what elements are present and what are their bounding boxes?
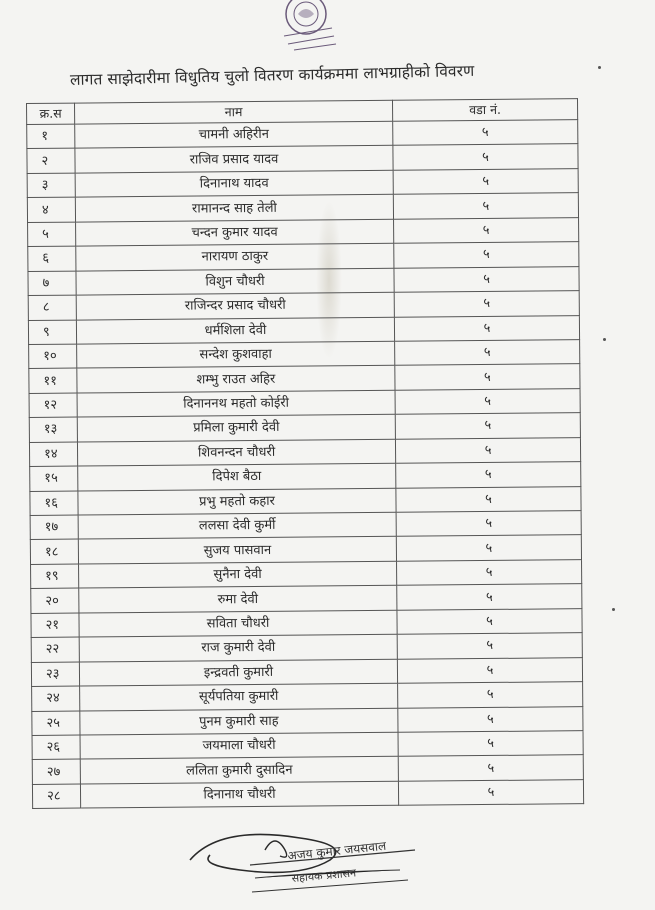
row-serial: ६ — [28, 246, 76, 271]
row-serial: १२ — [29, 393, 77, 418]
row-serial: ३ — [27, 173, 75, 198]
row-serial: २८ — [32, 784, 80, 809]
paper-mark — [603, 338, 606, 341]
header-ward: वडा नं. — [392, 99, 577, 122]
row-name: धर्मशिला देवी — [76, 317, 394, 344]
row-name: पुनम कुमारी साह — [80, 708, 398, 735]
row-ward: ५ — [395, 437, 580, 463]
row-name: चन्दन कुमार यादव — [76, 219, 394, 246]
row-name: विशुन चौधरी — [76, 268, 394, 295]
row-ward: ५ — [396, 511, 581, 537]
row-ward: ५ — [396, 535, 581, 561]
row-name: जयमाला चौधरी — [80, 732, 398, 759]
office-seal-stamp — [276, 0, 340, 52]
row-ward: ५ — [395, 364, 580, 390]
row-ward: ५ — [393, 169, 578, 195]
row-name: रामानन्द साह तेली — [75, 195, 393, 222]
row-name: शम्भु राउत अहिर — [77, 366, 395, 393]
row-serial: १९ — [31, 564, 79, 589]
row-name: रुमा देवी — [79, 586, 397, 613]
row-name: प्रमिला कुमारी देवी — [77, 415, 395, 442]
table-row — [32, 779, 583, 808]
row-serial: २७ — [32, 759, 80, 784]
row-ward: ५ — [395, 388, 580, 414]
signature-name: अजय कुमार जयसवाल — [286, 838, 387, 863]
row-name: ललसा देवी कुर्मी — [78, 512, 396, 539]
row-ward: ५ — [394, 315, 579, 341]
row-serial: ४ — [27, 197, 75, 222]
row-ward: ५ — [397, 633, 582, 659]
row-name: दिपेश बैठा — [78, 463, 396, 490]
row-serial: ११ — [29, 368, 77, 393]
row-serial: ८ — [28, 295, 76, 320]
row-serial: २५ — [32, 711, 80, 736]
row-name: राजिन्दर प्रसाद चौधरी — [76, 292, 394, 319]
row-name: ललिता कुमारी दुसादिन — [80, 757, 398, 784]
row-name: सविता चौधरी — [79, 610, 397, 637]
row-ward: ५ — [397, 584, 582, 610]
beneficiary-table-container — [26, 98, 583, 809]
row-ward: ५ — [394, 291, 579, 317]
row-serial: २३ — [31, 662, 79, 687]
row-ward: ५ — [397, 657, 582, 683]
row-name: दिनानाथ यादव — [75, 170, 393, 197]
row-serial: १० — [29, 344, 77, 369]
row-name: दिनाननथ महतो कोईरी — [77, 390, 395, 417]
row-ward: ५ — [393, 120, 578, 146]
row-name: इन्द्रवती कुमारी — [79, 659, 397, 686]
row-ward: ५ — [397, 560, 582, 586]
row-serial: १४ — [29, 442, 77, 467]
row-serial: १ — [27, 124, 75, 149]
row-ward: ५ — [394, 242, 579, 268]
row-name: दिनानाथ चौधरी — [80, 781, 398, 808]
row-name: सुनैना देवी — [79, 561, 397, 588]
row-serial: १६ — [30, 491, 78, 516]
row-serial: १५ — [30, 466, 78, 491]
row-ward: ५ — [398, 706, 583, 732]
row-name: सन्देश कुशवाहा — [77, 341, 395, 368]
paper-mark — [598, 66, 601, 69]
row-serial: २० — [31, 588, 79, 613]
row-serial: २२ — [31, 637, 79, 662]
signature-role: सहायक प्रशासन — [291, 866, 357, 885]
row-serial: २४ — [32, 686, 80, 711]
header-serial: क्र.स — [27, 103, 75, 124]
row-ward: ५ — [394, 217, 579, 243]
row-ward: ५ — [396, 462, 581, 488]
handwritten-signature — [180, 820, 420, 910]
document-title: लागत साझेदारीमा विधुतिय चुलो वितरण कार्यक्रममा लाभग्राहीको विवरण — [69, 61, 475, 89]
row-ward: ५ — [398, 755, 583, 781]
row-ward: ५ — [398, 779, 583, 805]
row-name: शिवनन्दन चौधरी — [77, 439, 395, 466]
row-ward: ५ — [395, 413, 580, 439]
row-serial: ७ — [28, 271, 76, 296]
row-name: राजिव प्रसाद यादव — [75, 146, 393, 173]
row-name: सुजय पासवान — [78, 537, 396, 564]
beneficiary-table — [26, 98, 584, 809]
row-ward: ५ — [394, 266, 579, 292]
row-name: प्रभु महतो कहार — [78, 488, 396, 515]
row-name: नारायण ठाकुर — [76, 243, 394, 270]
row-ward: ५ — [398, 682, 583, 708]
row-ward: ५ — [398, 731, 583, 757]
row-serial: १८ — [30, 539, 78, 564]
row-ward: ५ — [396, 486, 581, 512]
header-name: नाम — [75, 100, 393, 124]
row-serial: २१ — [31, 613, 79, 638]
row-ward: ५ — [397, 608, 582, 634]
row-ward: ५ — [393, 144, 578, 170]
row-name: सूर्यपतिया कुमारी — [80, 683, 398, 710]
row-name: राज कुमारी देवी — [79, 634, 397, 661]
row-serial: ९ — [28, 320, 76, 345]
row-ward: ५ — [395, 340, 580, 366]
row-name: चामनी अहिरीन — [75, 121, 393, 148]
row-serial: २ — [27, 149, 75, 174]
row-ward: ५ — [393, 193, 578, 219]
row-serial: २६ — [32, 735, 80, 760]
paper-mark — [612, 608, 615, 611]
row-serial: १३ — [29, 417, 77, 442]
row-serial: ५ — [28, 222, 76, 247]
row-serial: १७ — [30, 515, 78, 540]
